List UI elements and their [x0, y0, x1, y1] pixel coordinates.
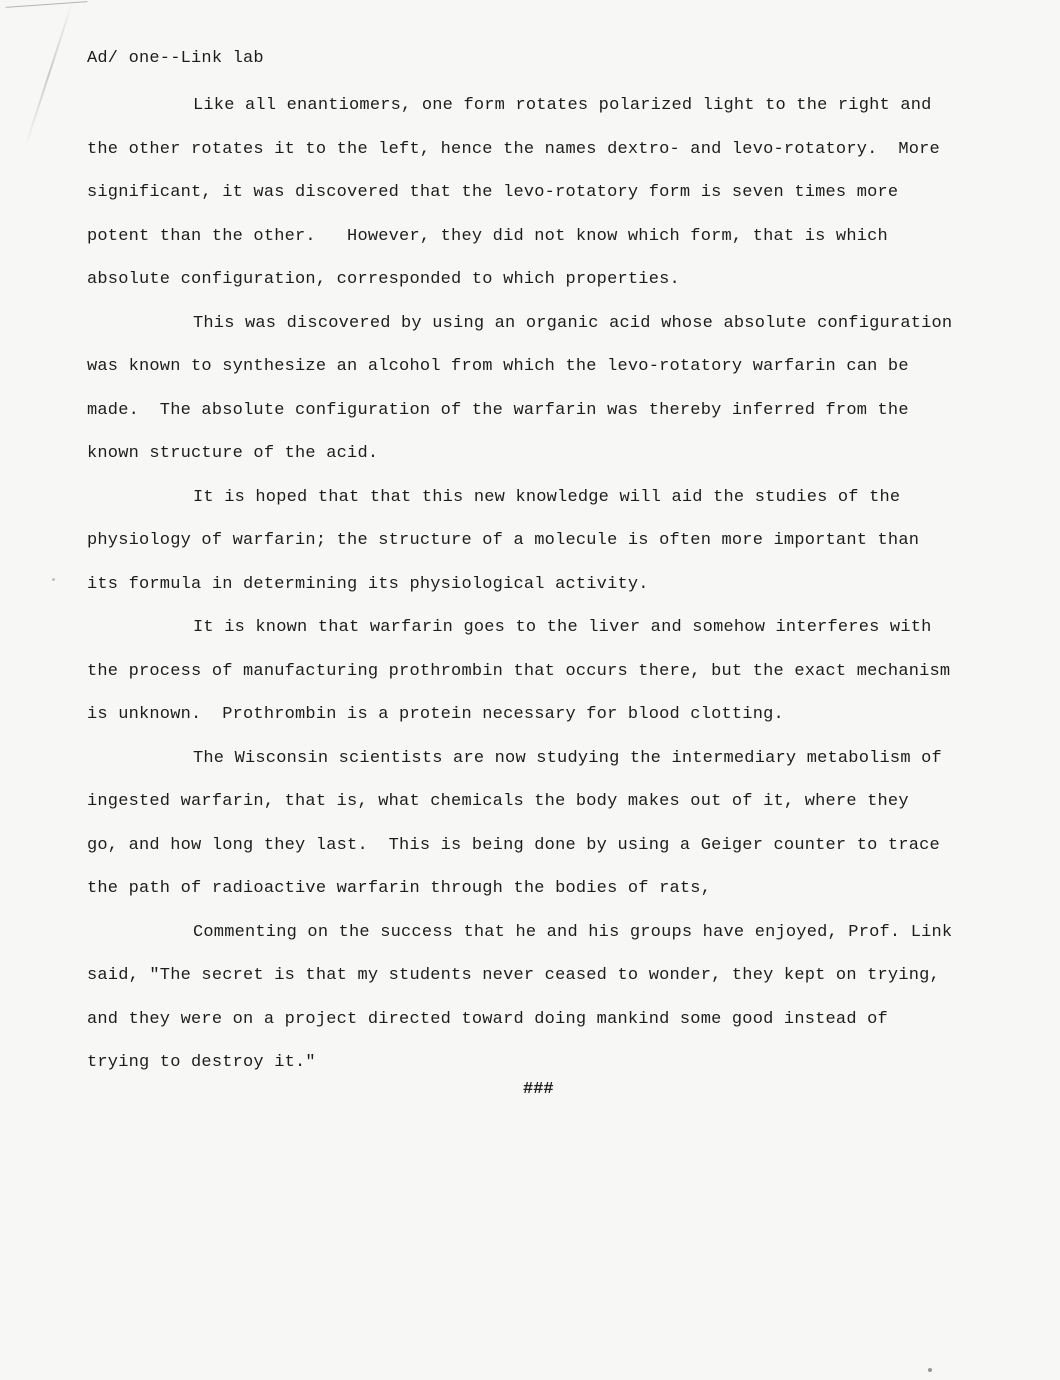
corner-mark: [6, 1, 89, 22]
paragraph-line: said, "The secret is that my students never ceased to wonder, they kept on trying,: [87, 966, 940, 985]
paragraph-line: the path of radioactive warfarin through the bodies of rats,: [87, 879, 712, 898]
end-of-document-mark: ###: [523, 1080, 554, 1099]
paragraph-line: is unknown. Prothrombin is a protein necessary for blood clotting.: [87, 705, 784, 724]
paragraph-2: [87, 302, 987, 476]
paragraph-line: Commenting on the success that he and his groups have enjoyed, Prof. Link: [193, 922, 953, 942]
paragraph-line: and they were on a project directed toward doing mankind some good instead of: [87, 1009, 888, 1029]
paragraph-line: The Wisconsin scientists are now studying the intermediary metabolism of: [193, 748, 942, 768]
paragraph-line: go, and how long they last. This is being done by using a Geiger counter to trace: [87, 835, 940, 855]
paragraph-line: significant, it was discovered that the levo-rotatory form is seven times more: [87, 183, 899, 202]
paragraph-line: made. The absolute configuration of the warfarin was thereby inferred from the: [87, 400, 909, 420]
paragraph-line: the process of manufacturing prothrombin that occurs there, but the exact mechanism: [87, 661, 951, 681]
paragraph-line: its formula in determining its physiological activity.: [87, 574, 649, 594]
paragraph-3: [87, 476, 987, 607]
paragraph-line: the other rotates it to the left, hence the names dextro- and levo-rotatory. More: [87, 139, 940, 159]
paragraph-line: potent than the other. However, they did not know which form, that is which: [87, 226, 888, 246]
paper-speck: [928, 1368, 932, 1372]
paragraph-line: It is hoped that that this new knowledge will aid the studies of the: [193, 487, 901, 507]
paragraph-line: was known to synthesize an alcohol from which the levo-rotatory warfarin can be: [87, 357, 909, 376]
paper-fold-line: [24, 0, 74, 148]
paragraph-line: physiology of warfarin; the structure of a molecule is often more important than: [87, 531, 920, 550]
page-header: Ad/ one--Link lab: [87, 49, 264, 68]
paragraph-4: [87, 606, 987, 737]
paper-speck: [52, 578, 55, 581]
paragraph-line: Like all enantiomers, one form rotates polarized light to the right and: [193, 96, 932, 115]
paragraph-line: absolute configuration, corresponded to which properties.: [87, 270, 680, 289]
paragraph-line: known structure of the acid.: [87, 444, 379, 463]
paragraph-line: ingested warfarin, that is, what chemicals the body makes out of it, where they: [87, 792, 909, 811]
paragraph-line: trying to destroy it.": [87, 1053, 316, 1072]
paragraph-line: It is known that warfarin goes to the liver and somehow interferes with: [193, 618, 932, 637]
paragraph-line: This was discovered by using an organic acid whose absolute configuration: [193, 313, 953, 333]
document-body: [87, 44, 987, 1085]
paragraph-6: [87, 911, 987, 1085]
paragraph-5: [87, 737, 987, 911]
paragraph-1: [87, 84, 987, 302]
